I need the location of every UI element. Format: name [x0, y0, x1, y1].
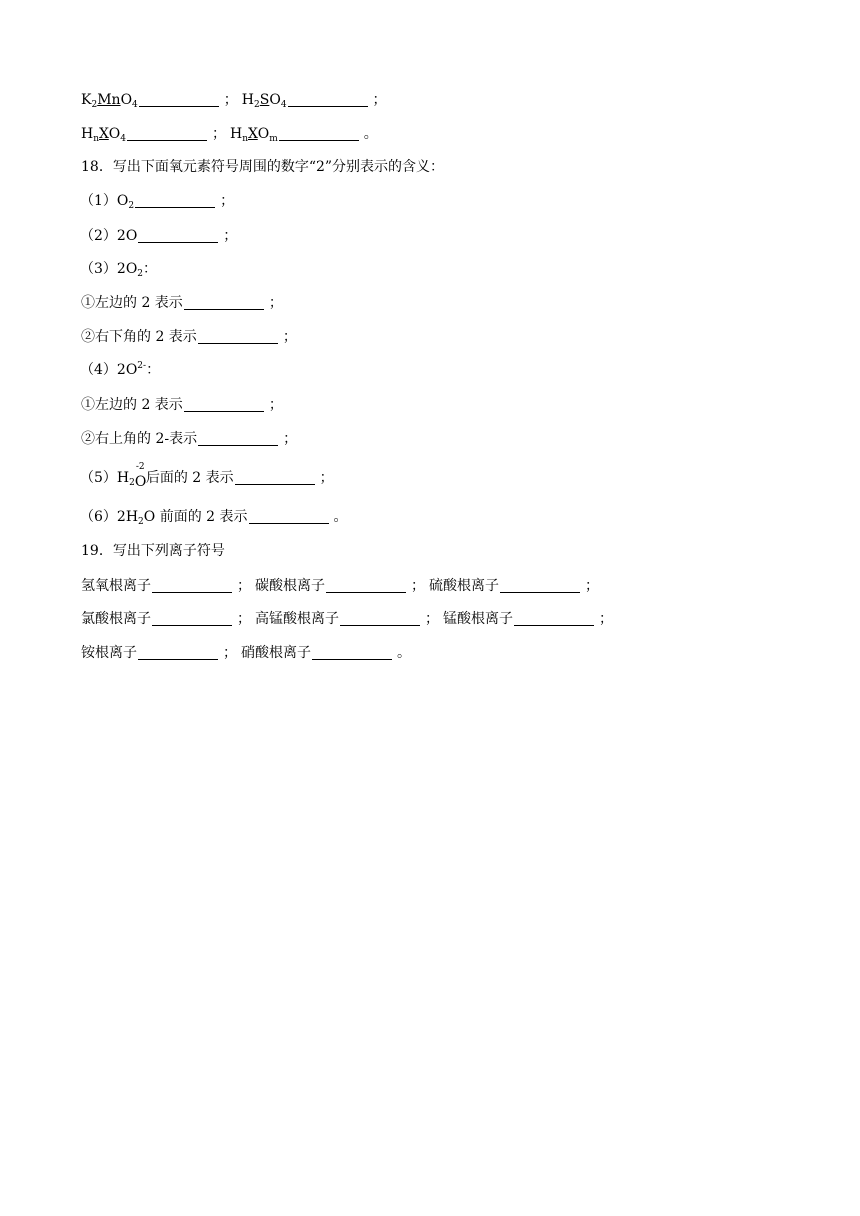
- colon: ：: [143, 261, 158, 277]
- element-h: H: [241, 92, 254, 108]
- element-o: O: [108, 126, 121, 142]
- ion-label: 氯酸根离子: [81, 611, 151, 627]
- valence-mark: -2: [135, 462, 145, 472]
- q18-part-5: [80, 462, 338, 490]
- element-k: K: [81, 92, 92, 108]
- part-label: （4）2O: [80, 362, 138, 378]
- element-o: O: [257, 126, 270, 142]
- q18-part-4b: [81, 429, 301, 449]
- separator: ；: [237, 578, 251, 594]
- ion-label: 铵根离子: [81, 645, 137, 661]
- answer-blank-q18-4a[interactable]: [184, 397, 264, 412]
- element-mn-underlined: Mn: [97, 92, 121, 108]
- superscript: 2-: [137, 361, 147, 371]
- colon: ：: [146, 362, 161, 378]
- answer-blank-hnxom[interactable]: [279, 126, 359, 141]
- ion-label: 硫酸根离子: [429, 578, 499, 594]
- formula-line-2: [81, 124, 382, 144]
- ion-label: 氢氧根离子: [81, 578, 151, 594]
- separator: ；: [237, 611, 251, 627]
- answer-blank-permanganate[interactable]: [340, 611, 420, 626]
- answer-blank-q18-5[interactable]: [235, 470, 315, 485]
- separator: 。: [397, 645, 411, 661]
- part-label: ②右下角的 2 表示: [81, 329, 197, 345]
- subscript: 2: [254, 100, 260, 110]
- separator: ；: [411, 578, 425, 594]
- q18-part-3: [80, 259, 157, 279]
- element-o: O: [120, 92, 133, 108]
- answer-blank-chlorate[interactable]: [152, 611, 232, 626]
- q18-part-6: [80, 507, 352, 527]
- formula-line-1: [81, 90, 391, 110]
- separator: ；: [211, 126, 226, 142]
- answer-blank-nitrate[interactable]: [312, 645, 392, 660]
- element-x-underlined: X: [247, 126, 258, 142]
- separator: ；: [223, 645, 237, 661]
- subscript: 4: [132, 100, 138, 110]
- subscript: n: [93, 134, 100, 144]
- valence-oxygen: [134, 462, 147, 490]
- q18-part-3b: [81, 327, 301, 347]
- separator: 。: [333, 509, 348, 525]
- element-s-underlined: S: [259, 92, 270, 108]
- answer-blank-hnxo4[interactable]: [127, 126, 207, 141]
- subscript: 4: [120, 134, 126, 144]
- separator: ；: [319, 470, 334, 486]
- q19-row-2: [81, 609, 617, 629]
- answer-blank-q18-3a[interactable]: [184, 295, 264, 310]
- question-18-title: 18．写出下面氧元素符号周围的数字“2”分别表示的含义：: [81, 159, 445, 175]
- subscript: 2: [138, 517, 144, 527]
- separator: ；: [282, 329, 297, 345]
- ion-label: 硝酸根离子: [241, 645, 311, 661]
- answer-blank-q18-3b[interactable]: [198, 329, 278, 344]
- formula-hnxom: [230, 126, 278, 142]
- part-label: （5）H: [80, 470, 130, 486]
- formula-h2so4: [242, 92, 287, 108]
- subscript: 2: [91, 100, 98, 110]
- answer-blank-hydroxide[interactable]: [152, 578, 232, 593]
- element-h: H: [229, 126, 243, 142]
- answer-blank-q18-6[interactable]: [249, 509, 329, 524]
- answer-blank-carbonate[interactable]: [326, 578, 406, 593]
- separator: ；: [223, 228, 238, 244]
- q18-part-1: [80, 191, 238, 211]
- separator: ；: [372, 92, 387, 108]
- q18-part-4a: [81, 395, 287, 415]
- question-19-title: 19．写出下列离子符号: [81, 543, 225, 559]
- part-label: ①左边的 2 表示: [81, 397, 183, 413]
- q18-part-3a: [81, 293, 287, 313]
- answer-blank-q18-2[interactable]: [138, 228, 218, 243]
- subscript: n: [242, 134, 248, 144]
- ion-label: 碳酸根离子: [255, 578, 325, 594]
- ion-label: 高锰酸根离子: [255, 611, 339, 627]
- part-label: （2）2O: [80, 228, 138, 244]
- answer-blank-q18-4b[interactable]: [198, 431, 278, 446]
- part-label: ②右上角的 2-表示: [81, 431, 198, 447]
- part-label: （1）O: [80, 193, 129, 209]
- element-o: O: [269, 92, 281, 108]
- part-text: 后面的 2 表示: [145, 470, 234, 486]
- subscript: 2: [129, 478, 135, 488]
- separator: ；: [585, 578, 599, 594]
- q18-part-4: [80, 360, 160, 380]
- part-text: O 前面的 2 表示: [143, 509, 248, 525]
- separator: ；: [268, 397, 283, 413]
- element-x-underlined: X: [99, 126, 109, 142]
- subscript: m: [269, 134, 278, 144]
- q19-row-1: [81, 576, 603, 596]
- formula-k2mno4: [81, 92, 138, 108]
- separator: ；: [268, 295, 283, 311]
- part-label: ①左边的 2 表示: [81, 295, 183, 311]
- formula-hnxo4: [81, 126, 126, 142]
- separator: ；: [223, 92, 238, 108]
- part-label: （3）2O: [80, 261, 138, 277]
- answer-blank-h2so4[interactable]: [288, 92, 368, 107]
- element-h: H: [81, 126, 94, 142]
- answer-blank-k2mno4[interactable]: [139, 92, 219, 107]
- subscript: 4: [280, 100, 287, 110]
- answer-blank-sulfate[interactable]: [500, 578, 580, 593]
- part-label: （6）2H: [80, 509, 139, 525]
- answer-blank-q18-1[interactable]: [135, 193, 215, 208]
- ion-label: 锰酸根离子: [443, 611, 513, 627]
- separator: 。: [363, 126, 378, 142]
- answer-blank-ammonium[interactable]: [138, 645, 218, 660]
- q18-part-2: [80, 226, 241, 246]
- subscript: 2: [137, 269, 144, 279]
- separator: ；: [599, 611, 613, 627]
- element-o: O: [134, 474, 147, 490]
- separator: ；: [220, 193, 235, 209]
- separator: ；: [425, 611, 439, 627]
- answer-blank-manganate[interactable]: [514, 611, 594, 626]
- separator: ；: [283, 431, 298, 447]
- subscript: 2: [128, 201, 135, 211]
- q19-row-3: [81, 643, 415, 663]
